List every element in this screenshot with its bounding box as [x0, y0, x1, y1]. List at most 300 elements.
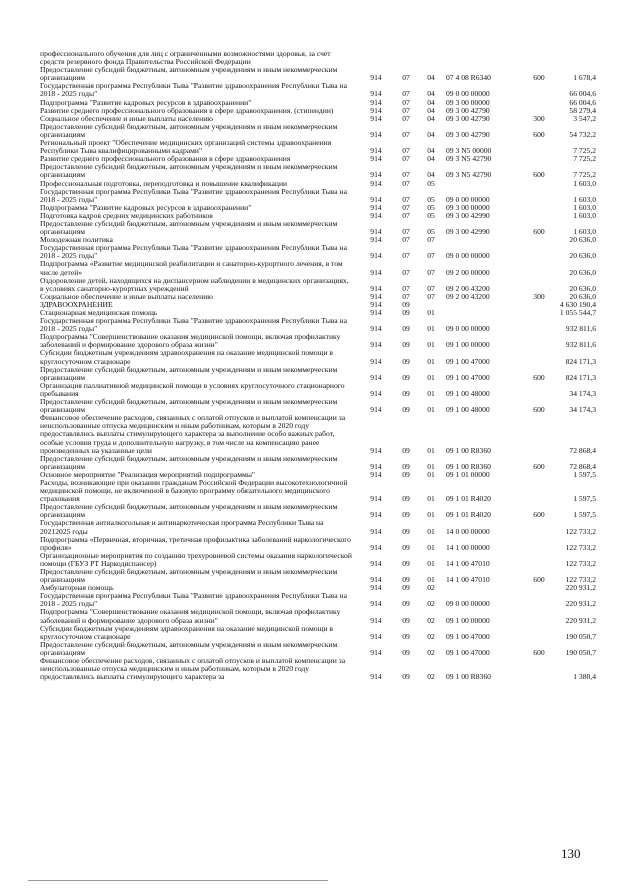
row-amount: 824 171,3 — [565, 356, 596, 366]
row-amount: 220 931,2 — [565, 599, 596, 609]
row-expense-type — [524, 155, 554, 163]
row-grbs: 914 — [370, 469, 382, 479]
row-grbs: 914 — [370, 388, 382, 398]
row-expense-type — [524, 349, 554, 365]
row-expense-type — [524, 317, 554, 333]
row-target-item: 09 1 00 R8360 — [446, 461, 491, 471]
row-section: 07 — [402, 235, 410, 245]
row-section: 09 — [402, 388, 410, 398]
row-expense-type: 600 — [533, 647, 545, 657]
table-row — [40, 163, 596, 179]
row-subsection: 04 — [427, 154, 435, 164]
row-name: Подпрограмма "Развитие кадровых ресурсов в здравоохранении" — [40, 202, 252, 212]
row-target-item: 09 1 01 R4020 — [446, 494, 491, 504]
table-row — [40, 536, 596, 552]
row-subsection: 01 — [427, 405, 435, 415]
row-expense-type — [524, 50, 554, 66]
row-target-item: 09 1 00 47000 — [446, 647, 490, 657]
row-subsection — [418, 50, 444, 66]
row-name: Социальное обеспечение и иные выплаты населению — [40, 113, 213, 123]
row-name: Предоставление субсидий бюджетным, автономным учреждениям и иным некоммерческим организациям — [40, 162, 338, 180]
row-amount: 20 636,0 — [569, 283, 596, 293]
row-expense-type: 600 — [533, 170, 545, 180]
row-expense-type: 300 — [533, 291, 545, 301]
row-amount: 58 279,4 — [569, 105, 596, 115]
row-amount: 1 603,0 — [573, 202, 596, 212]
row-name: Организация паллиативной медицинской помощи в условиях круглосуточного стационарного пребывания — [40, 380, 345, 398]
row-grbs: 914 — [370, 575, 382, 585]
row-target-item: 09 1 00 00000 — [446, 615, 490, 625]
row-section: 09 — [402, 599, 410, 609]
row-subsection: 07 — [427, 267, 435, 277]
row-subsection: 01 — [427, 356, 435, 366]
row-section: 09 — [402, 340, 410, 350]
row-target-item: 09 1 00 48000 — [446, 388, 490, 398]
row-amount: 34 174,3 — [569, 405, 596, 415]
row-name: Подпрограмма "Совершенствование оказания медицинской помощи, включая профилактику заболеваний и формирование здорового образа жизни" — [40, 332, 341, 350]
row-section: 09 — [402, 542, 410, 552]
row-grbs: 914 — [370, 615, 382, 625]
row-subsection: 04 — [427, 113, 435, 123]
row-amount: 7 725,2 — [573, 170, 596, 180]
row-grbs: 914 — [370, 154, 382, 164]
row-target-item: 09 2 00 43200 — [446, 283, 490, 293]
row-name: Подготовка кадров средних медицинских работников — [40, 210, 213, 220]
row-grbs: 914 — [370, 631, 382, 641]
row-expense-type: 300 — [533, 113, 545, 123]
row-subsection: 02 — [427, 583, 435, 593]
row-section: 07 — [402, 105, 410, 115]
row-subsection: 01 — [427, 469, 435, 479]
row-amount: 932 811,6 — [565, 340, 596, 350]
row-target-item: 09 0 00 00000 — [446, 194, 490, 204]
row-section: 09 — [402, 510, 410, 520]
row-name: Государственная антиалкогольная и антинаркотическая программа Республики Тыва на 20212025 годы — [40, 518, 324, 536]
row-target-item: 09 3 00 00000 — [446, 202, 490, 212]
row-section: 07 — [402, 154, 410, 164]
row-name: Предоставление субсидий бюджетным, автономным учреждениям и иным некоммерческим организациям — [40, 397, 338, 415]
table-row — [40, 293, 596, 301]
row-section: 09 — [402, 356, 410, 366]
row-grbs: 914 — [370, 340, 382, 350]
row-section: 09 — [402, 461, 410, 471]
row-target-item: 14 0 00 00000 — [446, 526, 490, 536]
table-row — [40, 66, 596, 82]
row-grbs: 914 — [370, 89, 382, 99]
row-section: 09 — [402, 324, 410, 334]
row-amount: 122 733,2 — [565, 526, 596, 536]
row-subsection: 01 — [427, 461, 435, 471]
row-section: 09 — [402, 631, 410, 641]
row-grbs: 914 — [370, 599, 382, 609]
row-amount: 1 603,0 — [573, 227, 596, 237]
row-section: 07 — [402, 113, 410, 123]
row-subsection: 05 — [427, 227, 435, 237]
row-expense-type — [524, 301, 554, 309]
table-row — [40, 366, 596, 382]
row-target-item: 09 1 00 47000 — [446, 356, 490, 366]
row-name: Основное мероприятие "Реализация мероприятий подпрограммы" — [40, 469, 256, 479]
row-target-item: 09 3 N5 42790 — [446, 170, 492, 180]
table-row — [40, 50, 596, 66]
row-amount: 122 733,2 — [565, 575, 596, 585]
row-target-item: 14 1 00 00000 — [446, 542, 490, 552]
table-row — [40, 552, 596, 568]
row-subsection: 01 — [427, 510, 435, 520]
row-section: 07 — [402, 267, 410, 277]
row-section: 09 — [402, 526, 410, 536]
row-name: Предоставление субсидий бюджетным, автономным учреждениям и иным некоммерческим организациям — [40, 121, 338, 139]
row-expense-type — [524, 188, 554, 204]
row-name: Амбулаторная помощь — [40, 583, 114, 593]
row-name: Оздоровление детей, находящихся на диспансерном наблюдении в медицинских организациях, в условиях санаторно-курортных учреждений — [40, 275, 349, 293]
row-target-item: 09 3 00 42790 — [446, 129, 490, 139]
row-section: 09 — [402, 672, 410, 682]
row-target-item: 09 3 00 42790 — [446, 113, 490, 123]
row-section: 09 — [402, 308, 410, 317]
row-subsection: 02 — [427, 647, 435, 657]
row-grbs: 914 — [370, 526, 382, 536]
row-section: 09 — [402, 494, 410, 504]
row-target-item: 09 1 00 48000 — [446, 405, 490, 415]
row-target-item: 09 2 00 00000 — [446, 267, 490, 277]
row-grbs: 914 — [370, 105, 382, 115]
row-section: 09 — [402, 372, 410, 382]
row-target-item: 09 2 00 43200 — [446, 291, 490, 301]
row-grbs: 914 — [370, 291, 382, 301]
row-amount: 190 050,7 — [565, 631, 596, 641]
row-amount: 72 868,4 — [569, 445, 596, 455]
row-subsection: 01 — [427, 445, 435, 455]
budget-document-page — [40, 50, 596, 681]
table-row — [40, 592, 596, 608]
row-expense-type: 600 — [533, 575, 545, 585]
row-target-item: 09 1 01 00000 — [446, 469, 490, 479]
row-expense-type — [524, 277, 554, 293]
row-amount — [554, 50, 596, 66]
row-expense-type — [524, 519, 554, 535]
row-expense-type — [524, 212, 554, 220]
row-target-item: 09 3 00 00000 — [446, 97, 490, 107]
table-row — [40, 123, 596, 139]
row-amount: 7 725,2 — [573, 154, 596, 164]
table-row — [40, 82, 596, 98]
row-subsection: 01 — [427, 324, 435, 334]
row-subsection: 01 — [427, 542, 435, 552]
row-target-item — [444, 50, 524, 66]
row-subsection: 04 — [427, 146, 435, 156]
row-expense-type — [524, 552, 554, 568]
row-expense-type: 600 — [533, 372, 545, 382]
row-section: 07 — [402, 283, 410, 293]
row-amount: 1 597,5 — [573, 510, 596, 520]
row-subsection: 04 — [427, 73, 435, 83]
row-subsection: 01 — [427, 526, 435, 536]
row-name: Предоставление субсидий бюджетным, автономным учреждениям и иным некоммерческим организациям — [40, 639, 338, 657]
row-amount: 220 931,2 — [565, 615, 596, 625]
row-expense-type — [524, 180, 554, 188]
row-subsection: 02 — [427, 672, 435, 682]
row-expense-type: 600 — [533, 73, 545, 83]
row-grbs: 914 — [370, 647, 382, 657]
row-target-item — [444, 180, 524, 188]
table-row — [40, 455, 596, 471]
row-amount: 3 547,2 — [573, 113, 596, 123]
row-amount: 122 733,2 — [565, 558, 596, 568]
row-name: Предоставление субсидий бюджетным, автономным учреждениям и иным некоммерческим организациям — [40, 567, 338, 585]
row-amount: 932 811,6 — [565, 324, 596, 334]
row-name: Подпрограмма «Первичная, вторичная, третичная профилактика заболеваний наркологического профиля» — [40, 534, 351, 552]
row-name: Предоставление субсидий бюджетным, автономным учреждениям и иным некоммерческим организациям — [40, 364, 338, 382]
row-name: Развитие среднего профессионального образования в сфере здравоохранения. (стипендии) — [40, 105, 334, 115]
row-expense-type: 600 — [533, 510, 545, 520]
row-subsection: 01 — [427, 558, 435, 568]
row-name: Государственная программа Республики Тыва "Развитие здравоохранения Республики Тыва на 2018 - 2025 годы" — [40, 591, 347, 609]
row-name: Молодежная политика — [40, 235, 113, 245]
row-grbs: 914 — [370, 283, 382, 293]
row-name: Финансовое обеспечение расходов, связанных с оплатой отпусков и выплатой компенсации за неиспользованные отпуска медицинским и иным работникам, которым в 2020 году предоставлялись выплаты стимулирующего характера за выполнение особо важных работ, особые условия труда и дополнительную нагрузку, в том числе на компенсацию ранее произведенных на указанные цели — [40, 413, 346, 455]
row-subsection: 05 — [427, 178, 435, 188]
row-subsection: 01 — [427, 388, 435, 398]
row-grbs: 914 — [370, 308, 382, 317]
row-section: 09 — [402, 445, 410, 455]
row-target-item: 09 1 01 R4020 — [446, 510, 491, 520]
row-section: 07 — [402, 291, 410, 301]
budget-table-body — [40, 50, 596, 681]
row-expense-type — [524, 236, 554, 244]
row-target-item: 09 3 N5 42790 — [446, 154, 492, 164]
row-target-item: 09 1 00 00000 — [446, 340, 490, 350]
row-amount: 72 868,4 — [569, 461, 596, 471]
row-section: 07 — [402, 89, 410, 99]
row-expense-type: 600 — [533, 129, 545, 139]
row-expense-type — [524, 333, 554, 349]
row-subsection: 04 — [427, 170, 435, 180]
row-grbs: 914 — [370, 97, 382, 107]
row-grbs: 914 — [370, 202, 382, 212]
row-name: Государственная программа Республики Тыва "Развитие здравоохранения Республики Тыва на 2018 - 2025 годы" — [40, 81, 347, 99]
row-amount: 20 636,0 — [569, 235, 596, 245]
row-subsection: 02 — [427, 599, 435, 609]
row-target-item — [444, 236, 524, 244]
row-grbs: 914 — [370, 542, 382, 552]
row-section: 07 — [402, 227, 410, 237]
table-row — [40, 657, 596, 681]
row-target-item: 09 3 00 42790 — [446, 105, 490, 115]
row-name: Профессиональная подготовка, переподготовка и повышение квалификации — [40, 178, 288, 188]
row-amount: 1 678,4 — [573, 73, 596, 83]
row-section: 09 — [402, 583, 410, 593]
row-grbs: 914 — [370, 461, 382, 471]
row-grbs: 914 — [370, 251, 382, 261]
row-target-item: 09 1 00 47000 — [446, 372, 490, 382]
row-section: 07 — [402, 194, 410, 204]
row-name: Субсидии бюджетным учреждениям здравоохранения на оказание медицинской помощи в круглосуточном стационаре — [40, 348, 333, 366]
row-target-item: 14 1 00 47010 — [446, 575, 490, 585]
table-row — [40, 568, 596, 584]
row-section: 07 — [402, 178, 410, 188]
row-section: 09 — [402, 469, 410, 479]
table-row — [40, 398, 596, 414]
table-row — [40, 220, 596, 236]
row-expense-type: 600 — [533, 227, 545, 237]
row-expense-type — [524, 625, 554, 641]
row-target-item: 09 0 00 00000 — [446, 599, 490, 609]
row-name: профессионального обучения для лиц с ограниченными возможностями здоровья, за счет средств резервного фонда Правительства Российской Федерации — [40, 49, 331, 67]
row-section: 07 — [402, 210, 410, 220]
row-subsection: 02 — [427, 615, 435, 625]
row-name: Государственная программа Республики Тыва "Развитие здравоохранения Республики Тыва на 2018 - 2025 годы" — [40, 316, 347, 334]
row-grbs: 914 — [370, 299, 382, 309]
row-amount: 20 636,0 — [569, 291, 596, 301]
row-subsection: 01 — [427, 494, 435, 504]
table-row — [40, 503, 596, 519]
row-expense-type: 600 — [533, 461, 545, 471]
table-row — [40, 139, 596, 155]
row-expense-type — [524, 244, 554, 260]
row-amount: 7 725,2 — [573, 146, 596, 156]
row-grbs: 914 — [370, 324, 382, 334]
row-amount: 66 004,6 — [569, 97, 596, 107]
row-name: Предоставление субсидий бюджетным, автономным учреждениям и иным некоммерческим организациям — [40, 453, 338, 471]
row-name: Стационарная медицинская помощь — [40, 308, 158, 317]
row-amount: 1 597,5 — [573, 469, 596, 479]
row-expense-type — [524, 139, 554, 155]
row-amount: 190 050,7 — [565, 647, 596, 657]
row-section: 07 — [402, 129, 410, 139]
row-subsection: 05 — [427, 202, 435, 212]
row-subsection: 05 — [427, 194, 435, 204]
row-name: Региональный проект "Обеспечение медицинских организаций системы здравоохранения Республики Тыва квалифицированными кадрами" — [40, 138, 332, 156]
row-name: Предоставление субсидий бюджетным, автономным учреждениям и иным некоммерческим организациям — [40, 502, 338, 520]
row-amount: 122 733,2 — [565, 542, 596, 552]
row-name: Подпрограмма «Развитие медицинской реабилитации и санаторно-курортного лечения, в том числе детей» — [40, 259, 343, 277]
row-subsection: 07 — [427, 291, 435, 301]
row-subsection: 01 — [427, 575, 435, 585]
row-subsection: 01 — [427, 372, 435, 382]
row-subsection: 02 — [427, 631, 435, 641]
row-amount: 1 380,4 — [573, 672, 596, 682]
table-row — [40, 641, 596, 657]
row-amount: 54 732,2 — [569, 129, 596, 139]
row-subsection: 07 — [427, 235, 435, 245]
row-target-item — [444, 301, 524, 309]
table-row — [40, 479, 596, 503]
row-grbs: 914 — [370, 510, 382, 520]
row-grbs: 914 — [370, 558, 382, 568]
row-section: 09 — [402, 299, 410, 309]
table-row — [40, 244, 596, 260]
table-row — [40, 317, 596, 333]
row-grbs: 914 — [370, 113, 382, 123]
row-expense-type — [524, 414, 554, 454]
row-grbs: 914 — [370, 170, 382, 180]
row-grbs: 914 — [370, 129, 382, 139]
row-name: Организационные мероприятия по созданию трехуровневой системы оказания наркологической помощи (ГБУЗ РТ Наркодиспансер) — [40, 550, 352, 568]
row-subsection: 04 — [427, 97, 435, 107]
row-amount: 1 603,0 — [573, 210, 596, 220]
row-section: 09 — [402, 647, 410, 657]
row-amount: 34 174,3 — [569, 388, 596, 398]
row-amount: 1 603,0 — [573, 178, 596, 188]
row-amount: 66 004,6 — [569, 89, 596, 99]
row-grbs: 914 — [370, 494, 382, 504]
row-name: Предоставление субсидий бюджетным, автономным учреждениям и иным некоммерческим организациям — [40, 218, 338, 237]
row-name: ЗДРАВООХРАНЕНИЕ — [40, 299, 113, 309]
row-name: Развитие среднего профессионального образования в сфере здравоохранения — [40, 154, 291, 164]
table-row — [40, 519, 596, 535]
row-grbs: 914 — [370, 73, 382, 83]
row-target-item: 09 1 00 R8360 — [446, 672, 491, 682]
table-row — [40, 188, 596, 204]
row-grbs: 914 — [370, 267, 382, 277]
row-target-item: 09 0 00 00000 — [446, 324, 490, 334]
row-section: 07 — [402, 146, 410, 156]
row-section: 09 — [402, 558, 410, 568]
row-name: Государственная программа Республики Тыва "Развитие здравоохранения Республики Тыва на 2018 - 2025 годы" — [40, 243, 347, 261]
budget-table — [40, 50, 596, 681]
row-grbs: 914 — [370, 194, 382, 204]
row-expense-type — [524, 657, 554, 681]
row-expense-type — [524, 382, 554, 398]
row-name: Финансовое обеспечение расходов, связанных с оплатой отпусков и выплатой компенсации за неиспользованные отпуска медицинским и иным работникам, которым в 2020 году предоставлялись выплаты стимулирующего характера за — [40, 656, 346, 682]
row-name: Предоставление субсидий бюджетным, автономным учреждениям и иным некоммерческим организациям — [40, 65, 338, 83]
row-amount: 1 603,0 — [573, 194, 596, 204]
row-amount: 20 636,0 — [569, 251, 596, 261]
table-row — [40, 260, 596, 276]
row-subsection: 04 — [427, 129, 435, 139]
table-row — [40, 608, 596, 624]
row-name: Расходы, возникающие при оказании гражданам Российской Федерации высокотехнологичной медицинской помощи, не включенной в базовую программу обязательного медицинского страхования — [40, 477, 348, 504]
row-target-item: 09 3 N5 00000 — [446, 146, 492, 156]
row-grbs: 914 — [370, 235, 382, 245]
table-row — [40, 349, 596, 365]
row-target-item: 14 1 00 47010 — [446, 558, 490, 568]
row-section — [394, 50, 418, 66]
row-expense-type — [524, 309, 554, 317]
row-amount: 20 636,0 — [569, 267, 596, 277]
table-row — [40, 414, 596, 454]
row-expense-type — [524, 204, 554, 212]
table-row — [40, 333, 596, 349]
row-expense-type — [524, 99, 554, 107]
row-expense-type — [524, 471, 554, 479]
row-target-item: 09 3 00 42990 — [446, 227, 490, 237]
row-target-item: 07 4 08 R6340 — [446, 73, 491, 83]
row-expense-type — [524, 592, 554, 608]
row-grbs: 914 — [370, 227, 382, 237]
row-target-item: 09 1 00 47000 — [446, 631, 490, 641]
row-amount: 4 630 190,4 — [559, 299, 596, 309]
page-number: 130 — [561, 846, 581, 861]
row-name: Подпрограмма "Совершенствование оказания медицинской помощи, включая профилактику заболеваний и формирование здорового образа жизни" — [40, 607, 341, 625]
row-subsection: 07 — [427, 251, 435, 261]
row-section: 09 — [402, 615, 410, 625]
row-name: Подпрограмма "Развитие кадровых ресурсов в здравоохранении" — [40, 97, 252, 107]
row-target-item: 09 0 00 00000 — [446, 89, 490, 99]
table-row — [40, 277, 596, 293]
row-target-item: 09 0 00 00000 — [446, 251, 490, 261]
footer-rule — [28, 880, 328, 881]
row-expense-type — [524, 479, 554, 503]
row-amount: 220 931,2 — [565, 583, 596, 593]
row-section: 07 — [402, 97, 410, 107]
row-subsection: 04 — [427, 105, 435, 115]
row-grbs: 914 — [370, 356, 382, 366]
row-grbs: 914 — [370, 178, 382, 188]
row-grbs — [358, 50, 394, 66]
row-section: 07 — [402, 251, 410, 261]
